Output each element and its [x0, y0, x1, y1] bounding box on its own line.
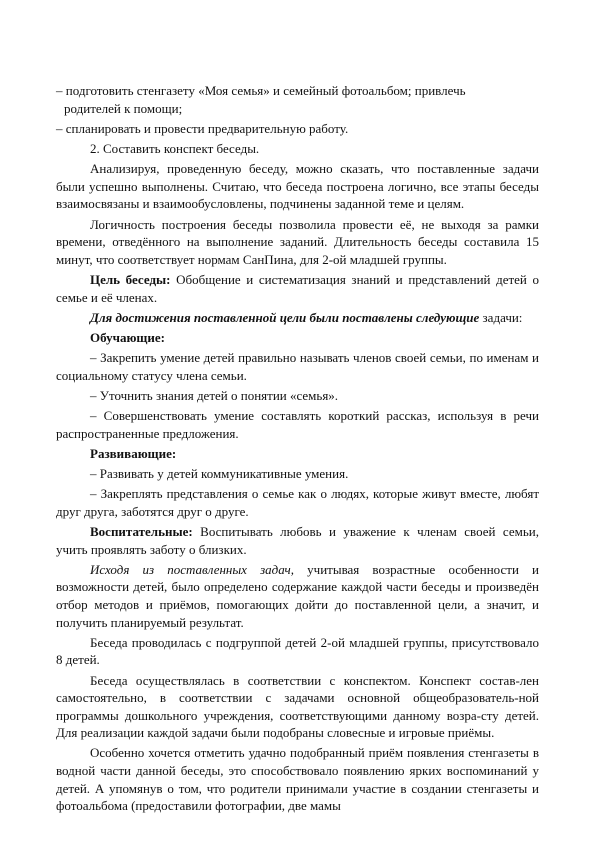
goal-label: Цель беседы: [90, 271, 171, 287]
task-item-newspaper-line2: родителей к помощи; [64, 100, 183, 116]
developing-heading [56, 445, 539, 463]
analysis-paragraph: Анализируя, проведенную беседу, можно сказать, что поставленные задачи были успешно выполнены. Считаю, что беседа построена логично, все этапы беседы взаимосвязаны и взаимообусловлены, подчинены заданной теме и целям. [56, 161, 539, 212]
developing-task-1: – Развивать у детей коммуникативные умения. [90, 466, 349, 481]
task-item-newspaper [56, 82, 539, 117]
goal-text: Обобщение и систематизация знаний и представлений детей о семье и её членах. [56, 271, 539, 305]
teaching-heading [56, 329, 539, 347]
summary-conformity-paragraph: Беседа осуществлялась в соответствии с конспектом. Конспект состав-лен самостоятельно, в соответствии с задачами основной общеобразователь-ной программы дошкольного учреждения, соответствующими данному возра-сту детей. Для реализации каждой задачи были подобраны словесные и игровые приёмы. [56, 672, 539, 741]
teaching-task-2: – Уточнить знания детей о понятии «семья». [90, 387, 339, 403]
goal-paragraph [56, 271, 539, 306]
tasks-intro-emphasis: Для достижения поставленной цели были поставлены следующие [90, 309, 480, 325]
newspaper-technique-paragraph: Особенно хочется отметить удачно подобранный приём появления стенгазеты в водной части данной беседы, это способствовало появлению ярких воспоминаний у детей. А упомянув о том, что родители принимали участие в создании стенгазеты и фотоальбома (предоставили фотографии, две мамы [56, 745, 539, 814]
based-on-tasks-text: учитывая возрастные особенности и возможности детей, было определено содержание каждой части беседы и произведён отбор методов и приёмов, помогающих дойти до поставленной цели, а значит, и получить планируемый результат. [56, 561, 539, 630]
developing-task-2: – Закреплять представления о семье как о людях, которые живут вместе, любят друг друга, заботятся друг о друге. [56, 486, 539, 519]
upbringing-text: Воспитывать любовь и уважение к членам своей семьи, учить проявлять заботу о близких. [56, 523, 539, 557]
step-compose-summary: 2. Составить конспект беседы. [90, 140, 260, 156]
upbringing-paragraph [56, 523, 539, 558]
task-item-newspaper-line1: – подготовить стенгазету «Моя семья» и семейный фотоальбом; привлечь [56, 83, 466, 98]
developing-heading-text: Развивающие: [90, 445, 177, 461]
duration-paragraph: Логичность построения беседы позволила провести её, не выходя за рамки времени, отведённого на выполнение заданий. Длительность беседы составила 15 минут, что соответствует нормам СанПина, для 2-ой младшей группы. [56, 216, 539, 267]
upbringing-heading: Воспитательные: [90, 523, 193, 539]
subgroup-paragraph: Беседа проводилась с подгруппой детей 2-ой младшей группы, присутствовало 8 детей. [56, 634, 539, 668]
tasks-intro-paragraph [56, 309, 539, 327]
teaching-task-1: – Закрепить умение детей правильно называть членов своей семьи, по именам и социальному статусу члена семьи. [56, 350, 539, 383]
teaching-task-3: – Совершенствовать умение составлять короткий рассказ, используя в речи распространенные предложения. [56, 408, 539, 441]
tasks-intro-text: задачи: [482, 309, 523, 325]
task-item-planning: – спланировать и провести предварительную работу. [56, 120, 349, 136]
based-on-tasks-emphasis: Исходя из поставленных задач, [90, 561, 295, 577]
teaching-heading-text: Обучающие: [90, 329, 165, 345]
based-on-tasks-paragraph [56, 561, 539, 631]
